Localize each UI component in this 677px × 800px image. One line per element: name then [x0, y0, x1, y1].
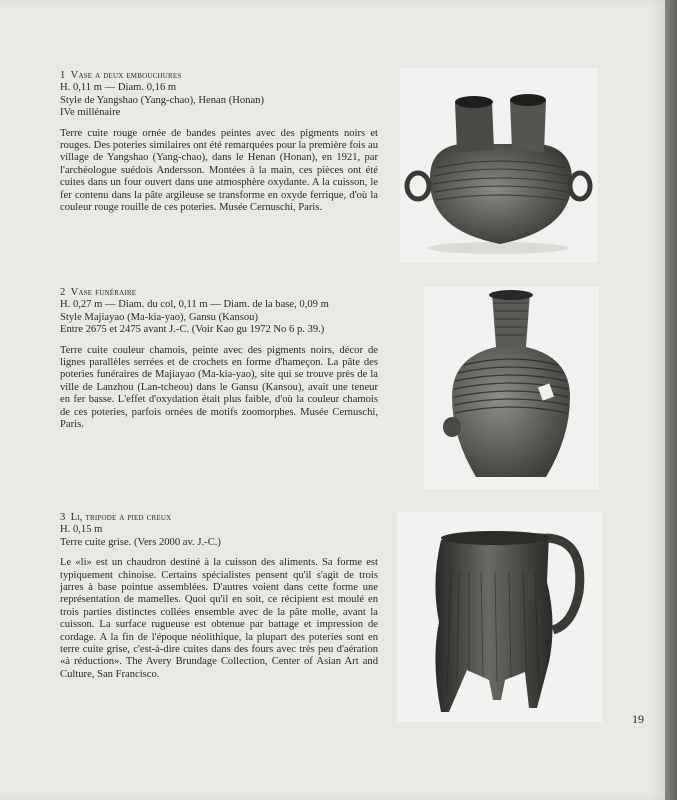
entry-style: Style de Yangshao (Yang-chao), Henan (Honan)	[60, 94, 264, 106]
entry-description: Terre cuite couleur chamois, peinte avec des pigments noirs, décor de lignes parallèles serrées et de crochets en forme d'hameçon. La pâte des poteries funéraires de Majiayao (Ma-kia-yao), site qui se trouve près de la ville de Lanzhou (Lan-tcheou) dans le Gansu (Kansou), avait une teneur en fer basse. L'effet d'oxydation était plus faible, d'où la couleur chamois de ces poteries, parfois ornées de motifs zoomorphes. Musée Cernuschi, Paris.	[60, 344, 378, 431]
tripod-image	[397, 512, 602, 722]
entry-date: Entre 2675 et 2475 avant J.-C. (Voir Kao gu 1972 No 6 p. 39.)	[60, 324, 325, 336]
catalog-entry-1	[60, 70, 378, 214]
entry-dimensions: H. 0,11 m — Diam. 0,16 m	[60, 82, 177, 94]
entry-heading	[60, 287, 378, 299]
entry-dimensions: H. 0,15 m	[60, 524, 103, 536]
entry-title: Vase funéraire	[70, 287, 137, 298]
entry-description: Le «li» est un chaudron destiné à la cuisson des aliments. Sa forme est typiquement chinoise. Certains spécialistes pensent qu'il s'agit de trois jarres à base pointue assemblées. D'autres voient dans cette forme une représentation de mamelles. Quoi qu'il en soit, ce récipient est moulé en trois parties distinctes collées ensemble avec de la pâte molle, avant la cuisson. La surface rugueuse est obtenue par battage et impression de cordage. A la fin de l'époque néolithique, la plupart des poteries sont en terre cuite grise, c'est-à-dire cuites dans des fours avec très peu d'aération «à réduction». The Avery Brundage Collection, Center of Asian Art and Culture, San Francisco.	[60, 557, 378, 680]
catalog-entry-2	[60, 287, 378, 431]
vase-image	[424, 287, 599, 489]
entry-heading	[60, 512, 378, 524]
entry-date: IVe millénaire	[60, 107, 121, 119]
photo-two-mouth-vase	[400, 68, 598, 263]
vase-image	[400, 68, 598, 263]
entry-material: Terre cuite grise. (Vers 2000 av. J.-C.)	[60, 536, 221, 548]
entry-title: Vase a deux embouchures	[70, 70, 182, 81]
page-number: 19	[632, 712, 644, 726]
entry-number: 3	[60, 512, 66, 523]
entry-heading	[60, 70, 378, 82]
photo-funerary-vase	[424, 287, 599, 489]
entry-title: Li, tripode a pied creux	[70, 512, 172, 523]
book-page-edge	[665, 0, 677, 800]
entry-description: Terre cuite rouge ornée de bandes peintes avec des pigments noirs et rouges. Des poteries similaires ont été remarquées pour la première fois au village de Yangshao (Yang-chao), dans le Henan (Honan), en 1921, par l'archéologue suédois Andersson. Montées à la main, ces pièces ont été cuites dans un four ouvert dans une atmosphère oxydante. A la cuisson, le fer contenu dans la pâte argileuse se transforme en oxyde ferrique, d'où la couleur rouge rouille de ces poteries. Musée Cernuschi, Paris.	[60, 127, 378, 214]
entry-number: 2	[60, 287, 66, 298]
photo-li-tripod	[397, 512, 602, 722]
catalog-entry-3	[60, 512, 378, 681]
entry-dimensions: H. 0,27 m — Diam. du col, 0,11 m — Diam. de la base, 0,09 m	[60, 299, 329, 311]
entry-style: Style Majiayao (Ma-kia-yao), Gansu (Kansou)	[60, 311, 258, 323]
entry-number: 1	[60, 70, 66, 81]
